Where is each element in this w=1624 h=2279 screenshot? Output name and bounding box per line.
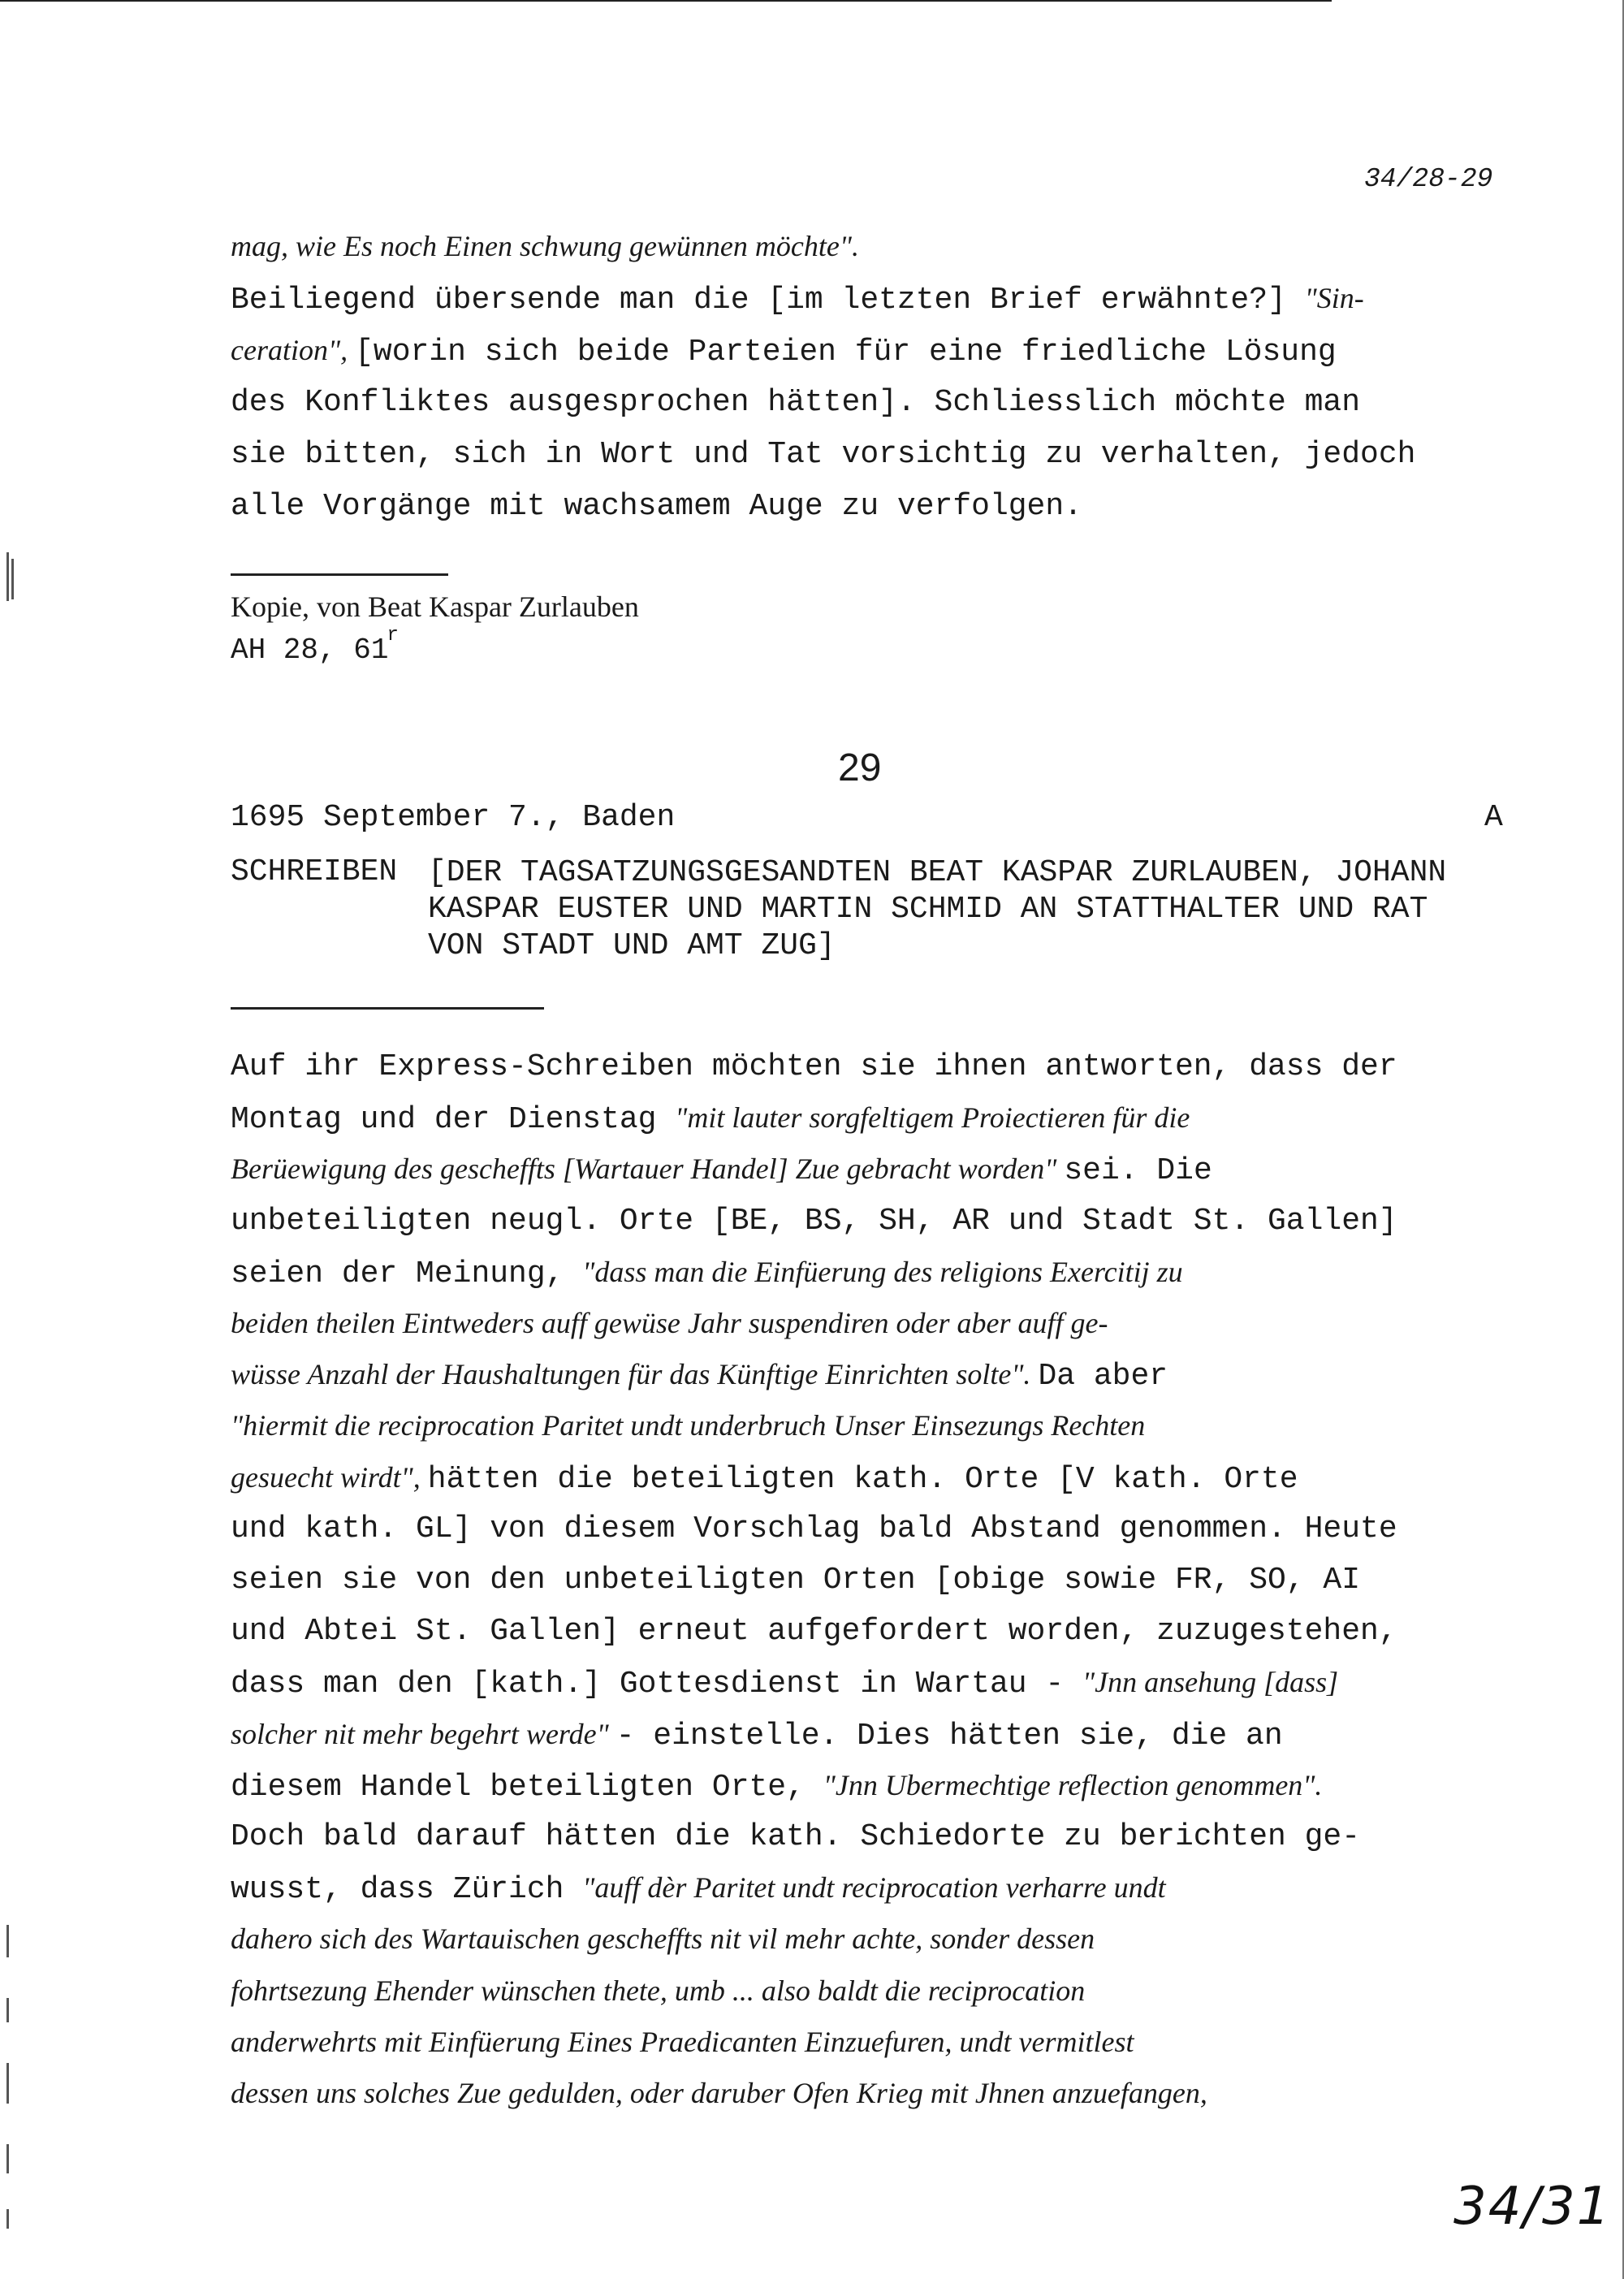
text-line: [231, 1922, 1095, 1958]
title-line: VON STADT UND AMT ZUG]: [428, 928, 836, 963]
quoted-segment: "Jnn Ubermechtige reflection genommen".: [823, 1768, 1323, 1801]
text-line: [231, 1357, 1168, 1394]
scan-margin-marks: [3, 455, 15, 2242]
text-segment: und kath. GL] von diesem Vorschlag bald Abstand genommen. Heute: [231, 1511, 1397, 1546]
text-line: [231, 1204, 1397, 1239]
text-line: [231, 385, 1360, 420]
text-line: [231, 1819, 1360, 1854]
text-line: [231, 2025, 1134, 2061]
quoted-segment: wüsse Anzahl der Haushaltungen für das Künftige Einrichten solte".: [231, 1358, 1039, 1391]
quoted-segment: "hiermit die reciprocation Paritet undt underbruch Unser Einsezungs Rechten: [231, 1409, 1146, 1442]
text-segment: diesem Handel beteiligten Orte,: [231, 1769, 823, 1805]
quoted-segment: mag, wie Es noch Einen schwung gewünnen möchte".: [231, 230, 859, 262]
text-line: [231, 1717, 1283, 1754]
text-line: [231, 437, 1415, 472]
text-line: [231, 1460, 1298, 1497]
quoted-segment: anderwehrts mit Einfüerung Eines Praedicanten Einzuefuren, undt vermitlest: [231, 2025, 1134, 2058]
source-copy-author: Beat Kaspar Zurlauben: [360, 590, 639, 623]
quoted-segment: solcher nit mehr begehrt werde": [231, 1717, 616, 1750]
quoted-segment: "auff dèr Paritet undt reciprocation verharre undt: [582, 1871, 1166, 1905]
quoted-segment: dessen uns solches Zue gedulden, oder daruber Ofen Krieg mit Jhnen anzuefangen,: [231, 2077, 1207, 2109]
archive-reference: 34/28-29: [1364, 164, 1493, 194]
text-segment: Auf ihr Express-Schreiben möchten sie ihnen antworten, dass der: [231, 1049, 1397, 1084]
footnote-rule: [231, 573, 448, 576]
text-segment: [worin sich beide Parteien für eine friedliche Lösung: [355, 335, 1337, 370]
text-segment: Da aber: [1038, 1359, 1168, 1395]
text-line: [231, 333, 1337, 370]
document-date-place: 1695 September 7., Baden: [231, 800, 676, 835]
quoted-segment: gesuecht wirdt",: [231, 1460, 428, 1494]
title-line: [DER TAGSATZUNGSGESANDTEN BEAT KASPAR ZURLAUBEN, JOHANN: [428, 855, 1447, 890]
folio-superscript: r: [387, 624, 399, 647]
text-line: [231, 1255, 1183, 1291]
quoted-segment: dahero sich des Wartauischen gescheffts nit vil mehr achte, sonder dessen: [231, 1922, 1095, 1956]
section-rule: [231, 1007, 544, 1010]
handwritten-page-number: 34/31: [1453, 2177, 1612, 2237]
text-line: [231, 1614, 1397, 1649]
quoted-segment: beiden theilen Eintweders auff gewüse Jahr suspendiren oder aber auff ge-: [231, 1307, 1108, 1339]
document-type-letter: A: [1484, 800, 1503, 835]
text-line: [231, 1870, 1166, 1907]
quoted-segment: "Sin-: [1304, 282, 1364, 314]
text-segment: hätten die beteiligten kath. Orte [V kath. Orte: [427, 1461, 1298, 1497]
text-segment: des Konfliktes ausgesprochen hätten]. Schliesslich möchte man: [231, 385, 1361, 420]
text-line: [231, 2076, 1207, 2113]
source-note: [231, 591, 639, 666]
text-segment: Doch bald darauf hätten die kath. Schiedorte zu berichten ge-: [231, 1819, 1361, 1854]
text-segment: sei. Die: [1064, 1153, 1212, 1189]
quoted-segment: "Jnn ansehung [dass]: [1082, 1666, 1339, 1699]
text-line: [231, 281, 1364, 318]
source-reference: AH 28, 61: [231, 633, 389, 667]
document-title: [428, 854, 1446, 964]
document-title-label: SCHREIBEN: [231, 854, 398, 889]
source-copy-line: [231, 591, 639, 625]
text-line: [231, 1563, 1360, 1598]
text-segment: wusst, dass Zürich: [231, 1872, 583, 1908]
text-line: [231, 1152, 1212, 1188]
text-line: [231, 1408, 1145, 1445]
text-line: [231, 1665, 1338, 1702]
source-reference-line: [231, 625, 639, 667]
text-line: [231, 229, 859, 266]
text-line: [231, 1768, 1322, 1805]
text-segment: seien der Meinung,: [231, 1256, 583, 1291]
text-line: [231, 1306, 1108, 1343]
top-border-line: [0, 0, 1332, 2]
text-segment: Montag und der Dienstag: [231, 1102, 676, 1138]
text-segment: seien sie von den unbeteiligten Orten [obige sowie FR, SO, AI: [231, 1563, 1361, 1598]
text-segment: unbeteiligten neugl. Orte [BE, BS, SH, AR und Stadt St. Gallen]: [231, 1203, 1397, 1239]
title-line: KASPAR EUSTER UND MARTIN SCHMID AN STATTHALTER UND RAT: [428, 892, 1428, 927]
quoted-segment: fohrtsezung Ehender wünschen thete, umb ... also baldt die reciprocation: [231, 1974, 1086, 2007]
text-segment: und Abtei St. Gallen] erneut aufgefordert worden, zuzugestehen,: [231, 1614, 1397, 1650]
quoted-segment: Berüewigung des gescheffts [Wartauer Handel] Zue gebracht worden": [231, 1152, 1065, 1186]
text-line: [231, 1049, 1397, 1084]
text-line: [231, 1974, 1085, 2010]
text-line: [231, 1101, 1190, 1137]
text-line: [231, 1511, 1397, 1546]
text-line: [231, 489, 1082, 524]
text-segment: alle Vorgänge mit wachsamem Auge zu verfolgen.: [231, 489, 1082, 524]
quoted-segment: ceration",: [231, 334, 356, 366]
text-segment: Beiliegend übersende man die [im letzten Brief erwähnte?]: [231, 283, 1305, 318]
text-segment: sie bitten, sich in Wort und Tat vorsichtig zu verhalten, jedoch: [231, 437, 1416, 472]
document-number: 29: [838, 746, 882, 789]
source-copy-prefix: Kopie, von: [231, 590, 361, 623]
quoted-segment: "dass man die Einfüerung des religions Exercitij zu: [582, 1255, 1183, 1288]
quoted-segment: "mit lauter sorgfeltigem Proiectieren für die: [675, 1101, 1190, 1135]
text-segment: - einstelle. Dies hätten sie, die an: [615, 1718, 1283, 1754]
text-segment: dass man den [kath.] Gottesdienst in Wartau -: [231, 1667, 1082, 1702]
